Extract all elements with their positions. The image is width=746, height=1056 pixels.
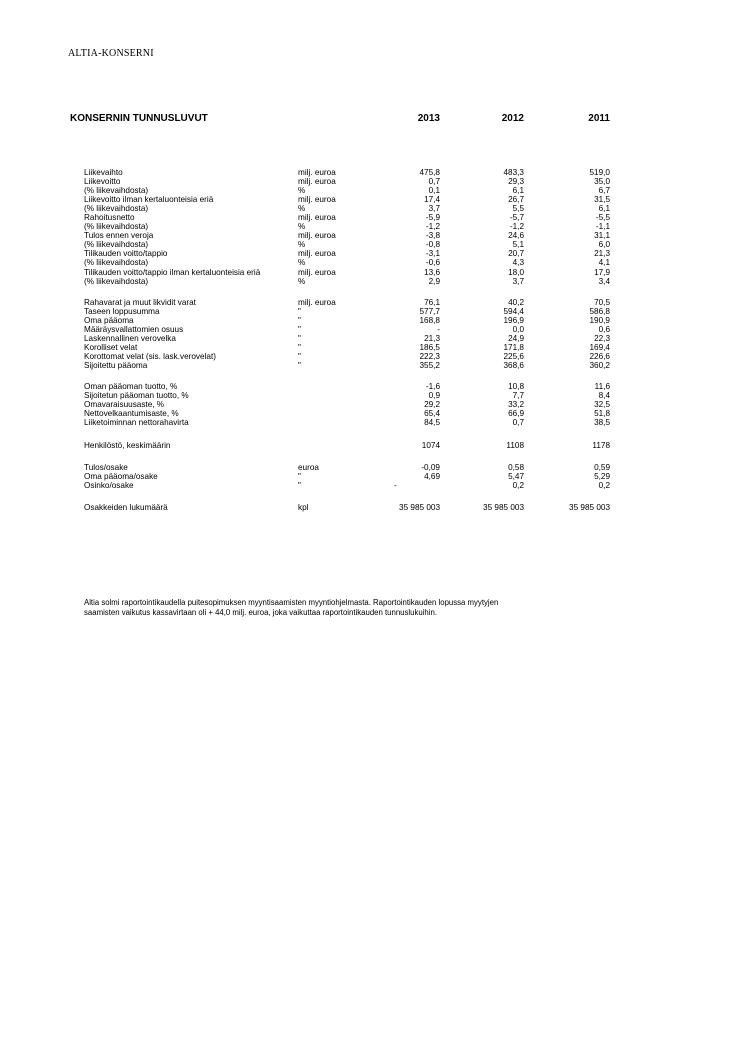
group-spacer	[84, 490, 610, 503]
value-2011: 0,6	[598, 324, 610, 334]
value-2011: -1,1	[595, 222, 610, 232]
value-2012: 7,7	[512, 391, 524, 401]
row-label: Rahoitusnetto	[84, 213, 135, 223]
value-2011: 22,3	[594, 333, 610, 343]
row-label: Nettovelkaantumisaste, %	[84, 409, 179, 419]
value-2013: 3,7	[428, 204, 440, 214]
footnote-line: Altia solmi raportointikaudella puitesopimuksen myyntisaamisten myyntiohjelmasta. Raportointikauden lopussa myytyjen	[84, 598, 499, 607]
value-2012: 0,7	[512, 418, 524, 428]
group-spacer	[84, 370, 610, 382]
table-row	[84, 503, 610, 512]
value-2013: 4,69	[424, 472, 440, 482]
value-2011: 51,8	[594, 409, 610, 419]
value-2012: -5,7	[509, 213, 524, 223]
value-2011: 32,5	[594, 400, 610, 410]
table-row	[84, 343, 610, 352]
value-2012: 33,2	[508, 400, 524, 410]
table-row	[84, 463, 610, 472]
table-row	[84, 472, 610, 481]
value-2012: 3,7	[512, 276, 524, 286]
value-2011: 0,2	[598, 481, 610, 491]
table-row	[84, 240, 610, 249]
value-2012: 29,3	[508, 177, 524, 187]
value-2013: 1074	[421, 441, 440, 451]
value-2013: -1,6	[425, 381, 440, 391]
row-unit: kpl	[298, 503, 309, 513]
value-dash: -	[394, 481, 397, 491]
value-2012: 20,7	[508, 249, 524, 259]
table-row	[84, 481, 610, 490]
table-row	[84, 400, 610, 409]
value-2013: 222,3	[419, 351, 440, 361]
value-2011: 190,9	[589, 315, 610, 325]
value-2013: -0,6	[425, 258, 440, 268]
value-2011: 226,6	[589, 351, 610, 361]
row-unit: %	[298, 276, 306, 286]
company-header: ALTIA-KONSERNI	[68, 48, 154, 59]
row-label: Henkilöstö, keskimäärin	[84, 441, 171, 451]
year-header-2013: 2013	[417, 113, 440, 124]
value-2011: 360,2	[589, 360, 610, 370]
value-2011: 8,4	[598, 391, 610, 401]
value-2013: 21,3	[424, 333, 440, 343]
value-2012: 0,58	[508, 463, 524, 473]
value-2012: 5,47	[508, 472, 524, 482]
row-label: (% liikevaihdosta)	[84, 222, 149, 232]
value-2013: -0,8	[425, 240, 440, 250]
row-unit: milj. euroa	[298, 297, 336, 307]
value-2013: -5,9	[425, 213, 440, 223]
table-row	[84, 352, 610, 361]
value-2012: 40,2	[508, 297, 524, 307]
value-2013: 29,2	[424, 400, 440, 410]
year-header-2011: 2011	[588, 113, 610, 124]
row-label: Liikevaihto	[84, 168, 123, 177]
value-2012: 6,1	[512, 186, 524, 196]
row-unit: %	[298, 222, 306, 232]
table-title: KONSERNIN TUNNUSLUVUT	[70, 113, 208, 124]
row-unit: milj. euroa	[298, 168, 336, 177]
row-unit: "	[298, 481, 301, 491]
row-label: (% liikevaihdosta)	[84, 258, 149, 268]
value-2013: 17,4	[424, 195, 440, 205]
table-row	[84, 409, 610, 418]
row-unit: "	[298, 360, 301, 370]
footnote-line: saamisten vaikutus kassavirtaan oli + 44,0 milj. euroa, joka vaikuttaa raportointikauden tunnuslukuihin.	[84, 608, 438, 617]
value-2012: 483,3	[503, 168, 524, 177]
value-2013: 475,8	[419, 168, 440, 177]
row-unit: milj. euroa	[298, 249, 336, 259]
key-figures-table	[84, 168, 610, 512]
value-2012: 368,6	[503, 360, 524, 370]
row-label: (% liikevaihdosta)	[84, 204, 149, 214]
value-2012: 66,9	[508, 409, 524, 419]
row-label: (% liikevaihdosta)	[84, 240, 149, 250]
row-label: Tulos/osake	[84, 463, 128, 473]
value-2012: 5,5	[512, 204, 524, 214]
row-label: (% liikevaihdosta)	[84, 186, 149, 196]
row-label: (% liikevaihdosta)	[84, 276, 149, 286]
value-2013: 0,7	[428, 177, 440, 187]
value-2012: 1108	[506, 441, 524, 451]
value-2011: 21,3	[594, 249, 610, 259]
value-2011: 586,8	[589, 306, 610, 316]
value-2013: 577,7	[419, 306, 440, 316]
row-label: Sijoitettu pääoma	[84, 360, 148, 370]
value-2011: 6,7	[598, 186, 610, 196]
row-label: Tilikauden voitto/tappio	[84, 249, 168, 259]
value-2013: 355,2	[419, 360, 440, 370]
row-label: Osinko/osake	[84, 481, 134, 491]
value-2012: 26,7	[508, 195, 524, 205]
row-label: Liikevoitto	[84, 177, 121, 187]
row-unit: milj. euroa	[298, 231, 336, 241]
value-2013: -0,09	[421, 463, 440, 473]
value-2012: 24,9	[508, 333, 524, 343]
table-title-row	[70, 113, 610, 127]
table-row	[84, 177, 610, 186]
value-2013: 2,9	[428, 276, 440, 286]
value-2011: 5,29	[594, 472, 610, 482]
table-row	[84, 334, 610, 343]
row-label: Taseen loppusumma	[84, 306, 160, 316]
value-2011: 31,5	[594, 195, 610, 205]
footnote	[84, 598, 624, 618]
row-unit: "	[298, 306, 301, 316]
table-row	[84, 316, 610, 325]
value-2011: 17,9	[594, 267, 610, 277]
row-unit: milj. euroa	[298, 213, 336, 223]
value-2011: 11,6	[594, 381, 610, 391]
value-2012: 24,6	[508, 231, 524, 241]
value-2011: 38,5	[594, 418, 610, 428]
value-2011: 6,1	[598, 204, 610, 214]
row-unit: milj. euroa	[298, 267, 336, 277]
value-2013: 0,9	[428, 391, 440, 401]
value-2011: 4,1	[598, 258, 610, 268]
table-row	[84, 277, 610, 286]
value-2012: 5,1	[512, 240, 524, 250]
value-2013: 13,6	[424, 267, 440, 277]
table-row	[84, 298, 610, 307]
value-2011: 1178	[592, 441, 610, 451]
row-unit: "	[298, 472, 301, 482]
table-row	[84, 441, 610, 450]
row-label: Oma pääoma/osake	[84, 472, 158, 482]
value-2011: 3,4	[598, 276, 610, 286]
row-label: Oma pääoma	[84, 315, 134, 325]
row-unit: euroa	[298, 463, 319, 473]
row-unit: %	[298, 186, 306, 196]
row-label: Tilikauden voitto/tappio ilman kertaluonteisia eriä	[84, 267, 261, 277]
table-row	[84, 231, 610, 240]
row-unit: milj. euroa	[298, 177, 336, 187]
row-unit: "	[298, 342, 301, 352]
table-row	[84, 168, 610, 177]
value-2013: -3,8	[425, 231, 440, 241]
row-label: Sijoitetun pääoman tuotto, %	[84, 391, 189, 401]
value-2012: 225,6	[503, 351, 524, 361]
value-2013: -1,2	[425, 222, 440, 232]
row-unit: "	[298, 333, 301, 343]
table-row	[84, 186, 610, 195]
value-2013: 0,1	[428, 186, 440, 196]
row-unit: "	[298, 324, 301, 334]
table-row	[84, 213, 610, 222]
value-2012: 196,9	[503, 315, 524, 325]
table-row	[84, 268, 610, 277]
table-row	[84, 391, 610, 400]
group-spacer	[84, 450, 610, 463]
year-header-2012: 2012	[501, 113, 524, 124]
table-row	[84, 325, 610, 334]
value-2013: -	[437, 324, 440, 334]
table-row	[84, 249, 610, 258]
value-2013: 76,1	[424, 297, 440, 307]
row-label: Määräysvallattomien osuus	[84, 324, 184, 334]
row-label: Liiketoiminnan nettorahavirta	[84, 418, 189, 428]
value-2013: 65,4	[424, 409, 440, 419]
value-2013: 35 985 003	[399, 503, 440, 513]
group-spacer	[84, 427, 610, 441]
row-unit: "	[298, 315, 301, 325]
value-2011: 35,0	[594, 177, 610, 187]
value-2011: 31,1	[594, 231, 610, 241]
row-label: Korottomat velat (sis. lask.verovelat)	[84, 351, 216, 361]
row-label: Oman pääoman tuotto, %	[84, 381, 178, 391]
value-2011: 519,0	[589, 168, 610, 177]
value-2012: 0,2	[512, 481, 524, 491]
row-label: Liikevoitto ilman kertaluonteisia eriä	[84, 195, 214, 205]
row-label: Tulos ennen veroja	[84, 231, 154, 241]
value-2012: 18,0	[508, 267, 524, 277]
value-2013: 84,5	[424, 418, 440, 428]
table-row	[84, 222, 610, 231]
row-unit: %	[298, 204, 306, 214]
value-2013: 186,5	[419, 342, 440, 352]
row-label: Omavaraisuusaste, %	[84, 400, 165, 410]
value-2013: -3,1	[425, 249, 440, 259]
value-2012: 4,3	[512, 258, 524, 268]
value-2013: 168,8	[419, 315, 440, 325]
value-2012: 10,8	[508, 381, 524, 391]
group-spacer	[84, 286, 610, 298]
row-label: Korolliset velat	[84, 342, 138, 352]
value-2012: -1,2	[509, 222, 524, 232]
row-label: Osakkeiden lukumäärä	[84, 503, 168, 513]
row-unit: %	[298, 240, 306, 250]
table-row	[84, 418, 610, 427]
value-2012: 594,4	[503, 306, 524, 316]
row-unit: milj. euroa	[298, 195, 336, 205]
value-2011: 70,5	[594, 297, 610, 307]
value-2011: 169,4	[589, 342, 610, 352]
table-row	[84, 361, 610, 370]
table-row	[84, 258, 610, 267]
value-2011: 6,0	[598, 240, 610, 250]
value-2011: -5,5	[595, 213, 610, 223]
table-row	[84, 195, 610, 204]
table-row	[84, 307, 610, 316]
row-unit: "	[298, 351, 301, 361]
value-2012: 35 985 003	[483, 503, 524, 513]
value-2012: 171,8	[503, 342, 524, 352]
table-row	[84, 382, 610, 391]
value-2012: 0,0	[512, 324, 524, 334]
row-label: Laskennallinen verovelka	[84, 333, 176, 343]
row-unit: %	[298, 258, 306, 268]
table-row	[84, 204, 610, 213]
value-2011: 0,59	[594, 463, 610, 473]
row-label: Rahavarat ja muut likvidit varat	[84, 297, 196, 307]
value-2011: 35 985 003	[569, 503, 610, 513]
